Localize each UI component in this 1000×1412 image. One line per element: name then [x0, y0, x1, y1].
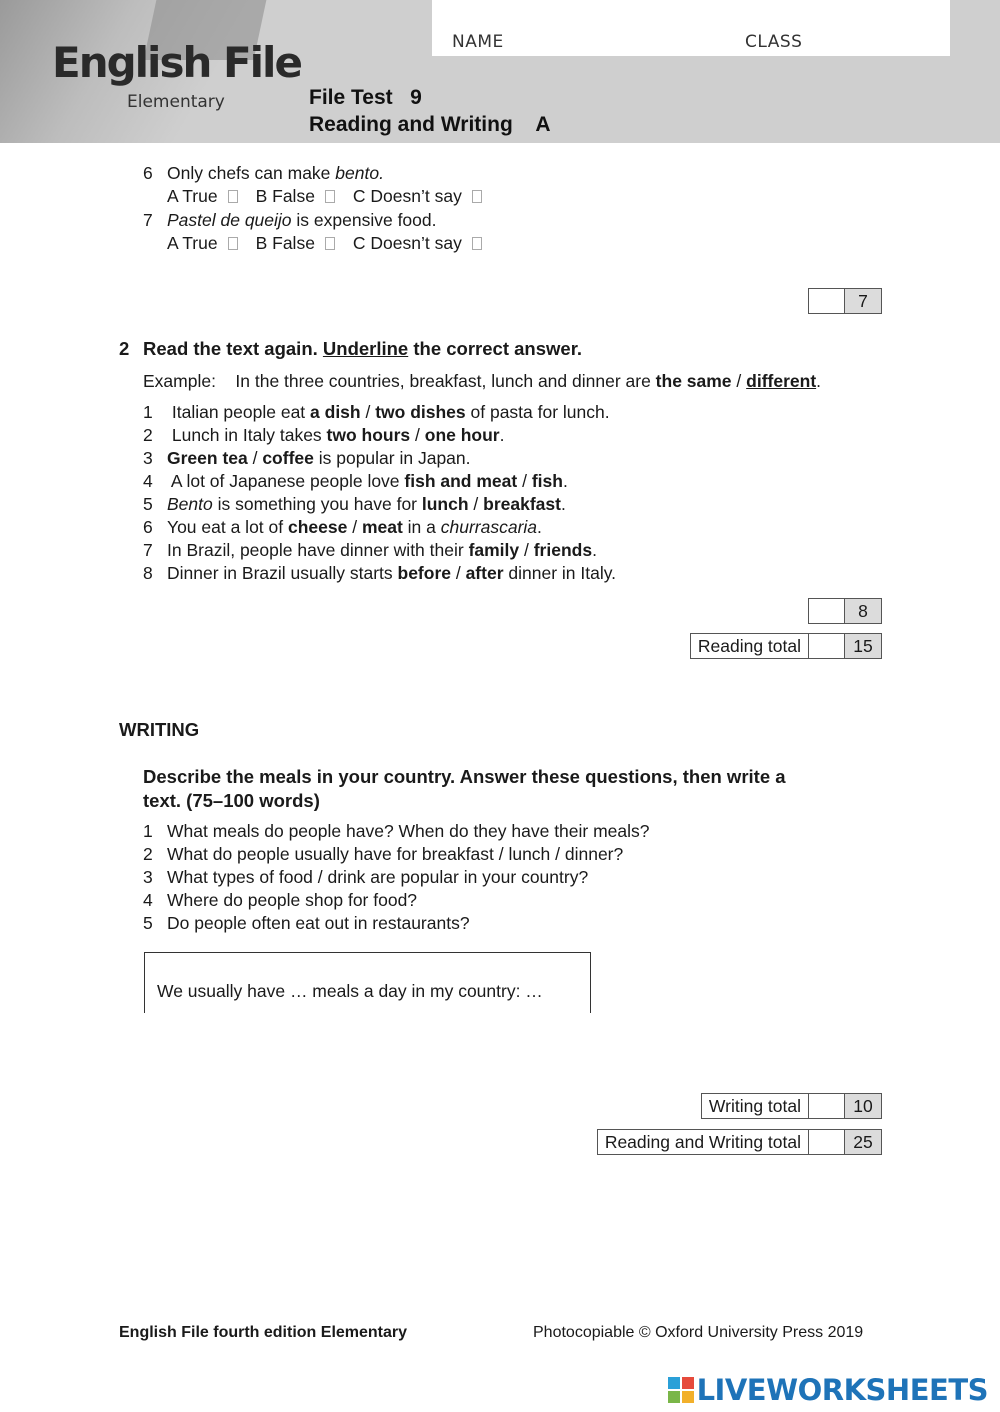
answer-option[interactable]: meat: [361, 517, 403, 537]
score-input[interactable]: [809, 599, 845, 623]
answer-option[interactable]: coffee: [262, 448, 314, 468]
answer-starter: We usually have … meals a day in my country: …: [157, 981, 543, 1001]
section2-items: [143, 401, 616, 585]
list-item: 3 Green tea / coffee is popular in Japan.: [143, 448, 471, 468]
list-item: 2 What do people usually have for breakfast / lunch / dinner?: [143, 844, 624, 864]
answer-option[interactable]: cheese: [287, 517, 348, 537]
list-item: 6 You eat a lot of cheese / meat in a churrascaria.: [143, 517, 542, 537]
list-item: 3 What types of food / drink are popular in your country?: [143, 867, 589, 887]
answer-option[interactable]: Green tea: [167, 448, 248, 468]
score-input[interactable]: [809, 1130, 845, 1154]
reading-total-box: Reading total 15: [690, 633, 882, 659]
checkbox-6b[interactable]: [325, 190, 335, 203]
answer-option[interactable]: fish: [531, 471, 563, 491]
reading-writing-total-box: Reading and Writing total 25: [597, 1129, 882, 1155]
section2-instruction: 2 Read the text again. Underline the correct answer.: [119, 338, 583, 359]
name-label: NAME: [452, 32, 504, 52]
checkbox-7c[interactable]: [472, 237, 482, 250]
answer-option[interactable]: lunch: [421, 494, 469, 514]
list-item: 7 In Brazil, people have dinner with their family / friends.: [143, 540, 597, 560]
question-6-options: A True B False C Doesn’t say: [167, 185, 500, 208]
list-item: 5 Do people often eat out in restaurants?: [143, 913, 470, 933]
question-7: 7 Pastel de queijo is expensive food.: [143, 210, 437, 230]
answer-option[interactable]: fish and meat: [404, 471, 518, 491]
answer-option[interactable]: two dishes: [375, 402, 466, 422]
answer-option[interactable]: a dish: [310, 402, 361, 422]
liveworksheets-icon: [668, 1377, 694, 1403]
answer-option[interactable]: friends: [533, 540, 593, 560]
checkbox-7a[interactable]: [228, 237, 238, 250]
list-item: 1 What meals do people have? When do they have their meals?: [143, 821, 650, 841]
question-6: 6 Only chefs can make bento.: [143, 163, 384, 183]
writing-questions: [143, 820, 650, 935]
list-item: 5 Bento is something you have for lunch / breakfast.: [143, 494, 566, 514]
answer-option[interactable]: after: [465, 563, 504, 583]
name-class-box: [432, 0, 950, 56]
list-item: 4 Where do people shop for food?: [143, 890, 418, 910]
test-subtitle: Reading and Writing A: [309, 113, 551, 136]
writing-total-box: Writing total 10: [701, 1093, 882, 1119]
question-7-options: A True B False C Doesn’t say: [167, 232, 500, 255]
answer-option[interactable]: breakfast: [483, 494, 561, 514]
score-input[interactable]: [809, 634, 845, 658]
list-item: 2 Lunch in Italy takes two hours / one hour.: [143, 425, 505, 445]
writing-instruction-line2: text. (75–100 words): [143, 790, 320, 811]
checkbox-6c[interactable]: [472, 190, 482, 203]
writing-instruction-line1: Describe the meals in your country. Answer these questions, then write a: [143, 766, 786, 787]
score-input[interactable]: [809, 1094, 845, 1118]
checkbox-6a[interactable]: [228, 190, 238, 203]
list-item: 8 Dinner in Brazil usually starts before / after dinner in Italy.: [143, 563, 617, 583]
list-item: 1 Italian people eat a dish / two dishes of pasta for lunch.: [143, 402, 610, 422]
section2-example: Example: In the three countries, breakfast, lunch and dinner are the same / different.: [143, 371, 822, 391]
section2-score-box: 8: [808, 598, 882, 624]
test-title: File Test 9: [309, 86, 422, 109]
checkbox-7b[interactable]: [325, 237, 335, 250]
answer-option[interactable]: two hours: [326, 425, 411, 445]
liveworksheets-logo[interactable]: LIVEWORKSHEETS: [668, 1373, 988, 1407]
score-input[interactable]: [809, 289, 845, 313]
footer-right: Photocopiable © Oxford University Press 2019: [533, 1324, 864, 1341]
answer-option[interactable]: before: [397, 563, 451, 583]
logo-subtitle: Elementary: [127, 92, 225, 112]
answer-option[interactable]: one hour: [424, 425, 500, 445]
list-item: 4 A lot of Japanese people love fish and meat / fish.: [143, 471, 568, 491]
writing-heading: WRITING: [119, 719, 200, 740]
footer-left: English File fourth edition Elementary: [119, 1324, 408, 1341]
class-label: CLASS: [745, 32, 803, 52]
answer-option[interactable]: family: [468, 540, 520, 560]
english-file-logo: English File: [52, 38, 301, 87]
section1-score-box: 7: [808, 288, 882, 314]
